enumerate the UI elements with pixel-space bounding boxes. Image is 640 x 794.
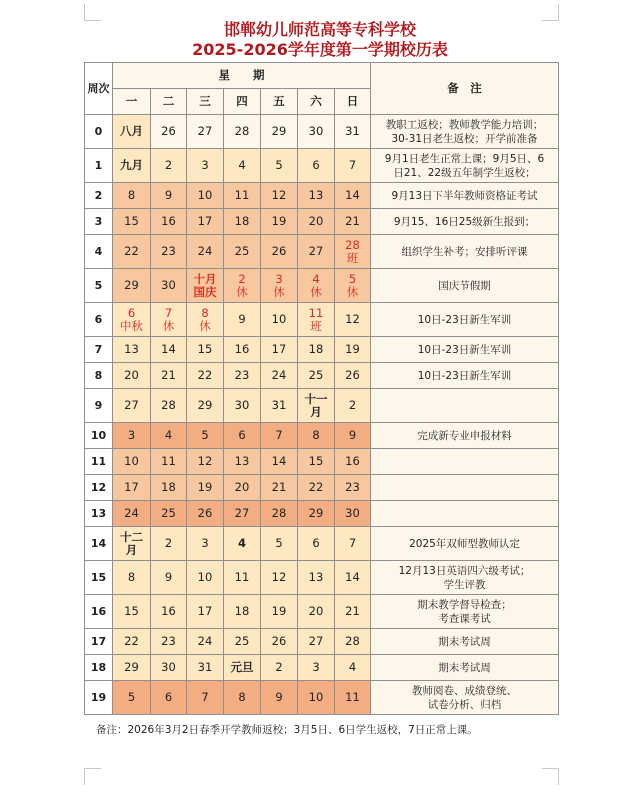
day-cell: 2 bbox=[151, 527, 187, 561]
day-cell bbox=[335, 269, 371, 303]
note-line: 12月13日英语四六级考试； bbox=[398, 564, 531, 577]
note-line: 国庆节假期 bbox=[438, 279, 491, 292]
title-calendar-name: 2025-2026学年度第一学期校历表 bbox=[192, 40, 448, 59]
day-cell: 27 bbox=[298, 235, 335, 269]
week-row bbox=[85, 183, 559, 209]
week-row bbox=[85, 629, 559, 655]
day-cell: 15 bbox=[298, 449, 335, 475]
week-row bbox=[85, 681, 559, 715]
weekday-header: 四 bbox=[224, 89, 261, 115]
day-cell: 15 bbox=[187, 337, 224, 363]
day-cell: 3 bbox=[113, 423, 151, 449]
note-line: 10日-23日新生军训 bbox=[417, 343, 512, 356]
weekday-header: 日 bbox=[335, 89, 371, 115]
weekday-header: 五 bbox=[261, 89, 298, 115]
day-cell: 27 bbox=[224, 501, 261, 527]
day-cell: 12 bbox=[261, 561, 298, 595]
day-cell: 31 bbox=[187, 655, 224, 681]
day-cell bbox=[187, 269, 224, 303]
note-cell bbox=[371, 209, 559, 235]
week-number: 14 bbox=[85, 527, 113, 561]
weekday-header: 二 bbox=[151, 89, 187, 115]
note-line: 考查课考试 bbox=[438, 612, 491, 625]
day-cell: 29 bbox=[187, 389, 224, 423]
note-cell bbox=[371, 561, 559, 595]
week-number: 2 bbox=[85, 183, 113, 209]
day-cell: 20 bbox=[224, 475, 261, 501]
day-cell: 4 bbox=[151, 423, 187, 449]
day-cell: 20 bbox=[298, 595, 335, 629]
day-cell-line: 11 bbox=[308, 305, 324, 320]
day-cell: 25 bbox=[224, 235, 261, 269]
week-number: 16 bbox=[85, 595, 113, 629]
day-cell-line: 7 bbox=[164, 305, 173, 320]
day-cell: 23 bbox=[224, 363, 261, 389]
note-cell bbox=[371, 681, 559, 715]
day-cell: 18 bbox=[224, 209, 261, 235]
day-cell-line: 休 bbox=[236, 284, 248, 299]
week-number: 15 bbox=[85, 561, 113, 595]
crop-mark-bottom-left bbox=[84, 768, 101, 785]
day-cell: 16 bbox=[151, 595, 187, 629]
day-cell: 8 bbox=[224, 681, 261, 715]
day-cell: 13 bbox=[224, 449, 261, 475]
day-cell: 13 bbox=[113, 337, 151, 363]
day-cell: 5 bbox=[261, 149, 298, 183]
day-cell-line: 国庆 bbox=[193, 284, 217, 299]
day-cell: 24 bbox=[261, 363, 298, 389]
day-cell-line: 月 bbox=[310, 404, 322, 419]
week-row bbox=[85, 501, 559, 527]
note-cell bbox=[371, 269, 559, 303]
day-cell: 15 bbox=[113, 595, 151, 629]
day-cell: 24 bbox=[113, 501, 151, 527]
note-cell bbox=[371, 235, 559, 269]
day-cell: 28 bbox=[224, 115, 261, 149]
day-cell: 22 bbox=[113, 235, 151, 269]
day-cell: 4 bbox=[224, 149, 261, 183]
day-cell: 7 bbox=[187, 681, 224, 715]
day-cell-line: 班 bbox=[310, 318, 322, 333]
week-number: 8 bbox=[85, 363, 113, 389]
day-cell: 4 bbox=[224, 527, 261, 561]
week-row bbox=[85, 449, 559, 475]
week-row bbox=[85, 269, 559, 303]
day-cell: 9 bbox=[335, 423, 371, 449]
note-cell bbox=[371, 303, 559, 337]
week-row bbox=[85, 363, 559, 389]
day-cell: 30 bbox=[151, 269, 187, 303]
day-cell: 31 bbox=[335, 115, 371, 149]
day-cell: 6 bbox=[151, 681, 187, 715]
footnote: 备注：2026年3月2日春季开学教师返校；3月5日、6日学生返校，7日正常上课。 bbox=[96, 724, 478, 736]
day-cell bbox=[224, 269, 261, 303]
day-cell: 27 bbox=[187, 115, 224, 149]
header-weekday-group: 星 期 bbox=[113, 63, 371, 89]
day-cell: 10 bbox=[187, 561, 224, 595]
note-line: 日21、22级五年制学生返校； bbox=[393, 166, 536, 179]
note-line: 教职工返校；教师教学能力培训； bbox=[385, 118, 544, 131]
day-cell: 30 bbox=[298, 115, 335, 149]
day-cell-line: 3 bbox=[275, 271, 283, 286]
day-cell: 16 bbox=[335, 449, 371, 475]
weekday-header: 三 bbox=[187, 89, 224, 115]
note-cell bbox=[371, 527, 559, 561]
week-number: 3 bbox=[85, 209, 113, 235]
day-cell-line: 十一 bbox=[304, 391, 328, 406]
day-cell: 29 bbox=[113, 655, 151, 681]
day-cell: 28 bbox=[335, 629, 371, 655]
day-cell-line: 28 bbox=[345, 237, 360, 252]
note-cell bbox=[371, 149, 559, 183]
day-cell: 7 bbox=[335, 149, 371, 183]
day-cell: 11 bbox=[335, 681, 371, 715]
day-cell-line: 2 bbox=[238, 271, 246, 286]
day-cell: 16 bbox=[224, 337, 261, 363]
day-cell: 4 bbox=[335, 655, 371, 681]
week-row bbox=[85, 235, 559, 269]
day-cell-line: 班 bbox=[346, 250, 359, 265]
note-cell bbox=[371, 475, 559, 501]
day-cell-line: 中秋 bbox=[120, 318, 143, 333]
day-cell: 3 bbox=[187, 527, 224, 561]
day-cell: 14 bbox=[335, 183, 371, 209]
week-row bbox=[85, 561, 559, 595]
note-cell bbox=[371, 423, 559, 449]
day-cell: 17 bbox=[113, 475, 151, 501]
day-cell bbox=[187, 303, 224, 337]
week-number: 0 bbox=[85, 115, 113, 149]
day-cell: 元旦 bbox=[224, 655, 261, 681]
note-line: 30-31日老生返校；开学前准备 bbox=[391, 132, 538, 145]
day-cell: 12 bbox=[187, 449, 224, 475]
day-cell: 17 bbox=[187, 209, 224, 235]
day-cell: 22 bbox=[113, 629, 151, 655]
day-cell: 21 bbox=[261, 475, 298, 501]
day-cell: 6 bbox=[298, 527, 335, 561]
day-cell: 28 bbox=[261, 501, 298, 527]
day-cell-line: 休 bbox=[162, 318, 175, 333]
day-cell-line: 休 bbox=[273, 284, 285, 299]
day-cell: 12 bbox=[261, 183, 298, 209]
day-cell-line: 4 bbox=[312, 271, 320, 286]
day-cell: 3 bbox=[298, 655, 335, 681]
day-cell: 5 bbox=[113, 681, 151, 715]
note-line: 9月1日老生正常上课；9月5日、6 bbox=[384, 152, 545, 165]
week-row bbox=[85, 595, 559, 629]
day-cell: 27 bbox=[298, 629, 335, 655]
day-cell: 17 bbox=[187, 595, 224, 629]
week-number: 13 bbox=[85, 501, 113, 527]
day-cell: 10 bbox=[113, 449, 151, 475]
week-number: 19 bbox=[85, 681, 113, 715]
day-cell bbox=[335, 235, 371, 269]
day-cell bbox=[298, 269, 335, 303]
note-line: 完成新专业申报材料 bbox=[417, 429, 512, 442]
day-cell: 18 bbox=[298, 337, 335, 363]
day-cell: 8 bbox=[113, 561, 151, 595]
day-cell: 九月 bbox=[113, 149, 151, 183]
crop-mark-bottom-right bbox=[542, 768, 559, 785]
note-line: 9月15、16日25级新生报到； bbox=[393, 215, 536, 228]
day-cell: 19 bbox=[335, 337, 371, 363]
day-cell: 5 bbox=[187, 423, 224, 449]
note-line: 学生评教 bbox=[443, 578, 486, 591]
note-cell bbox=[371, 183, 559, 209]
day-cell: 9 bbox=[261, 681, 298, 715]
week-row bbox=[85, 337, 559, 363]
day-cell: 21 bbox=[335, 209, 371, 235]
crop-mark-top-right bbox=[542, 4, 559, 21]
day-cell-line: 十月 bbox=[193, 271, 217, 286]
note-cell bbox=[371, 337, 559, 363]
day-cell: 7 bbox=[261, 423, 298, 449]
day-cell-line: 休 bbox=[346, 284, 359, 299]
day-cell: 14 bbox=[261, 449, 298, 475]
day-cell: 2 bbox=[335, 389, 371, 423]
day-cell: 11 bbox=[151, 449, 187, 475]
day-cell: 9 bbox=[151, 183, 187, 209]
day-cell: 25 bbox=[151, 501, 187, 527]
day-cell: 21 bbox=[151, 363, 187, 389]
weekday-header: 一 bbox=[113, 89, 151, 115]
day-cell: 29 bbox=[298, 501, 335, 527]
note-line: 期末教学督导检查； bbox=[417, 598, 512, 611]
note-cell bbox=[371, 655, 559, 681]
day-cell: 26 bbox=[261, 235, 298, 269]
page-title bbox=[0, 20, 640, 60]
note-line: 试卷分析、归档 bbox=[427, 698, 502, 711]
day-cell: 27 bbox=[113, 389, 151, 423]
week-number: 6 bbox=[85, 303, 113, 337]
day-cell bbox=[151, 303, 187, 337]
day-cell: 31 bbox=[261, 389, 298, 423]
week-row bbox=[85, 475, 559, 501]
day-cell: 10 bbox=[261, 303, 298, 337]
day-cell: 19 bbox=[261, 595, 298, 629]
day-cell: 21 bbox=[335, 595, 371, 629]
day-cell: 26 bbox=[335, 363, 371, 389]
day-cell: 3 bbox=[187, 149, 224, 183]
day-cell: 6 bbox=[298, 149, 335, 183]
day-cell: 14 bbox=[335, 561, 371, 595]
week-number: 7 bbox=[85, 337, 113, 363]
day-cell: 24 bbox=[187, 629, 224, 655]
note-cell bbox=[371, 115, 559, 149]
day-cell-line: 月 bbox=[125, 542, 138, 557]
note-line: 9月13日下半年教师资格证考试 bbox=[391, 189, 538, 202]
day-cell: 26 bbox=[187, 501, 224, 527]
day-cell: 20 bbox=[113, 363, 151, 389]
day-cell: 8 bbox=[113, 183, 151, 209]
day-cell-line: 6 bbox=[127, 305, 136, 320]
week-row bbox=[85, 423, 559, 449]
day-cell: 13 bbox=[298, 183, 335, 209]
day-cell: 10 bbox=[298, 681, 335, 715]
day-cell: 23 bbox=[335, 475, 371, 501]
day-cell bbox=[298, 303, 335, 337]
week-row bbox=[85, 149, 559, 183]
week-row bbox=[85, 527, 559, 561]
header-notes: 备 注 bbox=[371, 63, 559, 115]
week-number: 5 bbox=[85, 269, 113, 303]
day-cell bbox=[261, 269, 298, 303]
day-cell: 22 bbox=[298, 475, 335, 501]
day-cell: 11 bbox=[224, 561, 261, 595]
week-number: 11 bbox=[85, 449, 113, 475]
note-cell bbox=[371, 629, 559, 655]
day-cell: 18 bbox=[224, 595, 261, 629]
note-line: 期末考试周 bbox=[438, 635, 491, 648]
day-cell: 30 bbox=[151, 655, 187, 681]
note-line: 10日-23日新生军训 bbox=[417, 369, 512, 382]
day-cell: 2 bbox=[151, 149, 187, 183]
day-cell-line: 十二 bbox=[120, 529, 143, 544]
note-cell bbox=[371, 389, 559, 423]
day-cell: 八月 bbox=[113, 115, 151, 149]
day-cell: 26 bbox=[261, 629, 298, 655]
day-cell: 9 bbox=[224, 303, 261, 337]
week-number: 18 bbox=[85, 655, 113, 681]
day-cell: 10 bbox=[187, 183, 224, 209]
day-cell: 22 bbox=[187, 363, 224, 389]
day-cell: 17 bbox=[261, 337, 298, 363]
day-cell: 30 bbox=[224, 389, 261, 423]
week-row bbox=[85, 303, 559, 337]
day-cell bbox=[298, 389, 335, 423]
day-cell: 20 bbox=[298, 209, 335, 235]
week-number: 10 bbox=[85, 423, 113, 449]
week-row bbox=[85, 115, 559, 149]
day-cell-line: 8 bbox=[201, 305, 209, 320]
day-cell: 23 bbox=[151, 629, 187, 655]
day-cell: 29 bbox=[261, 115, 298, 149]
note-cell bbox=[371, 449, 559, 475]
header-week-number: 周次 bbox=[85, 63, 113, 115]
day-cell: 19 bbox=[187, 475, 224, 501]
day-cell: 24 bbox=[187, 235, 224, 269]
day-cell: 13 bbox=[298, 561, 335, 595]
day-cell-line: 5 bbox=[348, 271, 357, 286]
day-cell: 15 bbox=[113, 209, 151, 235]
day-cell: 11 bbox=[224, 183, 261, 209]
week-number: 1 bbox=[85, 149, 113, 183]
day-cell-line: 休 bbox=[310, 284, 322, 299]
day-cell: 30 bbox=[335, 501, 371, 527]
day-cell: 2 bbox=[261, 655, 298, 681]
week-number: 9 bbox=[85, 389, 113, 423]
title-school-name: 邯郸幼儿师范高等专科学校 bbox=[223, 20, 416, 39]
day-cell bbox=[113, 527, 151, 561]
week-row bbox=[85, 209, 559, 235]
day-cell bbox=[113, 303, 151, 337]
day-cell: 25 bbox=[298, 363, 335, 389]
note-cell bbox=[371, 363, 559, 389]
day-cell: 8 bbox=[298, 423, 335, 449]
day-cell: 6 bbox=[224, 423, 261, 449]
week-row bbox=[85, 655, 559, 681]
day-cell: 9 bbox=[151, 561, 187, 595]
day-cell: 19 bbox=[261, 209, 298, 235]
day-cell: 29 bbox=[113, 269, 151, 303]
day-cell: 12 bbox=[335, 303, 371, 337]
week-number: 4 bbox=[85, 235, 113, 269]
day-cell: 25 bbox=[224, 629, 261, 655]
weekday-header: 六 bbox=[298, 89, 335, 115]
note-line: 期末考试周 bbox=[438, 661, 491, 674]
week-row bbox=[85, 389, 559, 423]
day-cell: 18 bbox=[151, 475, 187, 501]
day-cell: 5 bbox=[261, 527, 298, 561]
note-line: 2025年双师型教师认定 bbox=[409, 537, 520, 550]
day-cell: 26 bbox=[151, 115, 187, 149]
day-cell: 23 bbox=[151, 235, 187, 269]
school-calendar-table bbox=[84, 62, 559, 715]
day-cell: 7 bbox=[335, 527, 371, 561]
day-cell: 28 bbox=[151, 389, 187, 423]
note-line: 10日-23日新生军训 bbox=[417, 313, 512, 326]
day-cell: 14 bbox=[151, 337, 187, 363]
day-cell: 16 bbox=[151, 209, 187, 235]
crop-mark-top-left bbox=[84, 4, 101, 21]
note-cell bbox=[371, 501, 559, 527]
note-line: 组织学生补考；安排听评课 bbox=[401, 245, 528, 258]
note-cell bbox=[371, 595, 559, 629]
day-cell-line: 休 bbox=[199, 318, 211, 333]
week-number: 12 bbox=[85, 475, 113, 501]
note-line: 教师阅卷、成绩登统、 bbox=[412, 684, 517, 697]
week-number: 17 bbox=[85, 629, 113, 655]
